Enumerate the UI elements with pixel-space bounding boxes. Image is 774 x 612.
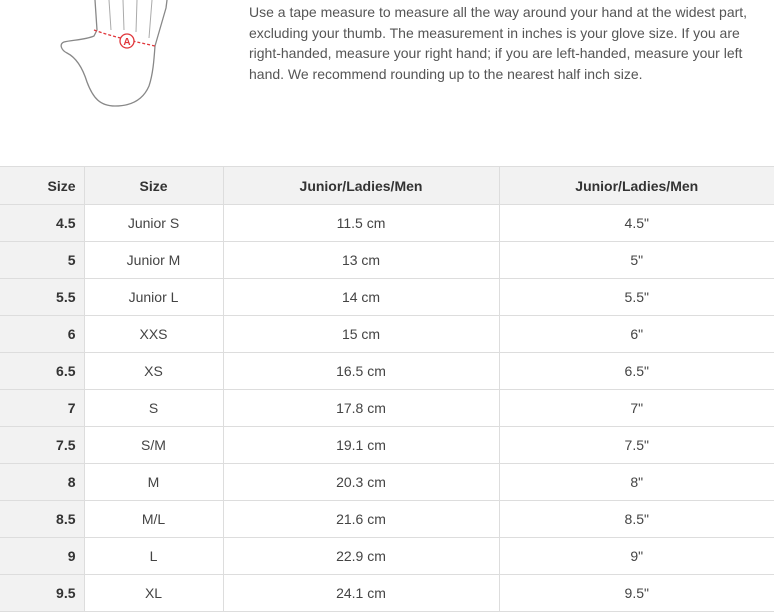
size-label-cell: XXS <box>84 316 223 353</box>
inches-cell: 9" <box>499 538 774 575</box>
size-number-cell: 9.5 <box>0 575 84 612</box>
table-row <box>0 464 774 501</box>
table-row <box>0 427 774 464</box>
cm-cell: 14 cm <box>223 279 499 316</box>
inches-cell: 8" <box>499 464 774 501</box>
size-label-cell: M/L <box>84 501 223 538</box>
cm-cell: 19.1 cm <box>223 427 499 464</box>
cm-cell: 22.9 cm <box>223 538 499 575</box>
inches-cell: 5" <box>499 242 774 279</box>
size-label-cell: XS <box>84 353 223 390</box>
size-label-cell: S/M <box>84 427 223 464</box>
size-label-cell: M <box>84 464 223 501</box>
table-row <box>0 242 774 279</box>
size-number-cell: 6 <box>0 316 84 353</box>
cm-cell: 21.6 cm <box>223 501 499 538</box>
cm-cell: 20.3 cm <box>223 464 499 501</box>
table-row <box>0 575 774 612</box>
size-label-cell: Junior L <box>84 279 223 316</box>
column-header-size-number: Size <box>0 167 84 205</box>
cm-cell: 17.8 cm <box>223 390 499 427</box>
inches-cell: 4.5" <box>499 205 774 242</box>
table-row <box>0 538 774 575</box>
table-row <box>0 316 774 353</box>
glove-size-table <box>0 166 774 612</box>
inches-cell: 6" <box>499 316 774 353</box>
inches-cell: 7.5" <box>499 427 774 464</box>
cm-cell: 11.5 cm <box>223 205 499 242</box>
cm-cell: 16.5 cm <box>223 353 499 390</box>
size-number-cell: 6.5 <box>0 353 84 390</box>
size-number-cell: 7 <box>0 390 84 427</box>
column-header-cm: Junior/Ladies/Men <box>223 167 499 205</box>
size-number-cell: 5.5 <box>0 279 84 316</box>
inches-cell: 6.5" <box>499 353 774 390</box>
size-number-cell: 8.5 <box>0 501 84 538</box>
size-label-cell: S <box>84 390 223 427</box>
hand-measure-icon <box>55 0 175 112</box>
inches-cell: 8.5" <box>499 501 774 538</box>
size-number-cell: 5 <box>0 242 84 279</box>
measure-instructions: Use a tape measure to measure all the way around your hand at the widest part, excluding your thumb. The measurement in inches is your glove size. If you are right-handed, measure your right hand; if you are left-handed, measure your left hand. We recommend rounding up to the nearest half inch size. <box>249 4 748 82</box>
cm-cell: 13 cm <box>223 242 499 279</box>
column-header-inches: Junior/Ladies/Men <box>499 167 774 205</box>
table-row <box>0 501 774 538</box>
table-row <box>0 390 774 427</box>
inches-cell: 9.5" <box>499 575 774 612</box>
table-row <box>0 353 774 390</box>
table-row <box>0 279 774 316</box>
size-number-cell: 9 <box>0 538 84 575</box>
size-number-cell: 7.5 <box>0 427 84 464</box>
size-number-cell: 8 <box>0 464 84 501</box>
cm-cell: 24.1 cm <box>223 575 499 612</box>
size-label-cell: L <box>84 538 223 575</box>
size-label-cell: Junior S <box>84 205 223 242</box>
table-row <box>0 205 774 242</box>
size-number-cell: 4.5 <box>0 205 84 242</box>
size-label-cell: XL <box>84 575 223 612</box>
inches-cell: 5.5" <box>499 279 774 316</box>
inches-cell: 7" <box>499 390 774 427</box>
table-header-row <box>0 167 774 205</box>
column-header-size-label: Size <box>84 167 223 205</box>
size-label-cell: Junior M <box>84 242 223 279</box>
cm-cell: 15 cm <box>223 316 499 353</box>
marker-label: A <box>123 37 131 48</box>
